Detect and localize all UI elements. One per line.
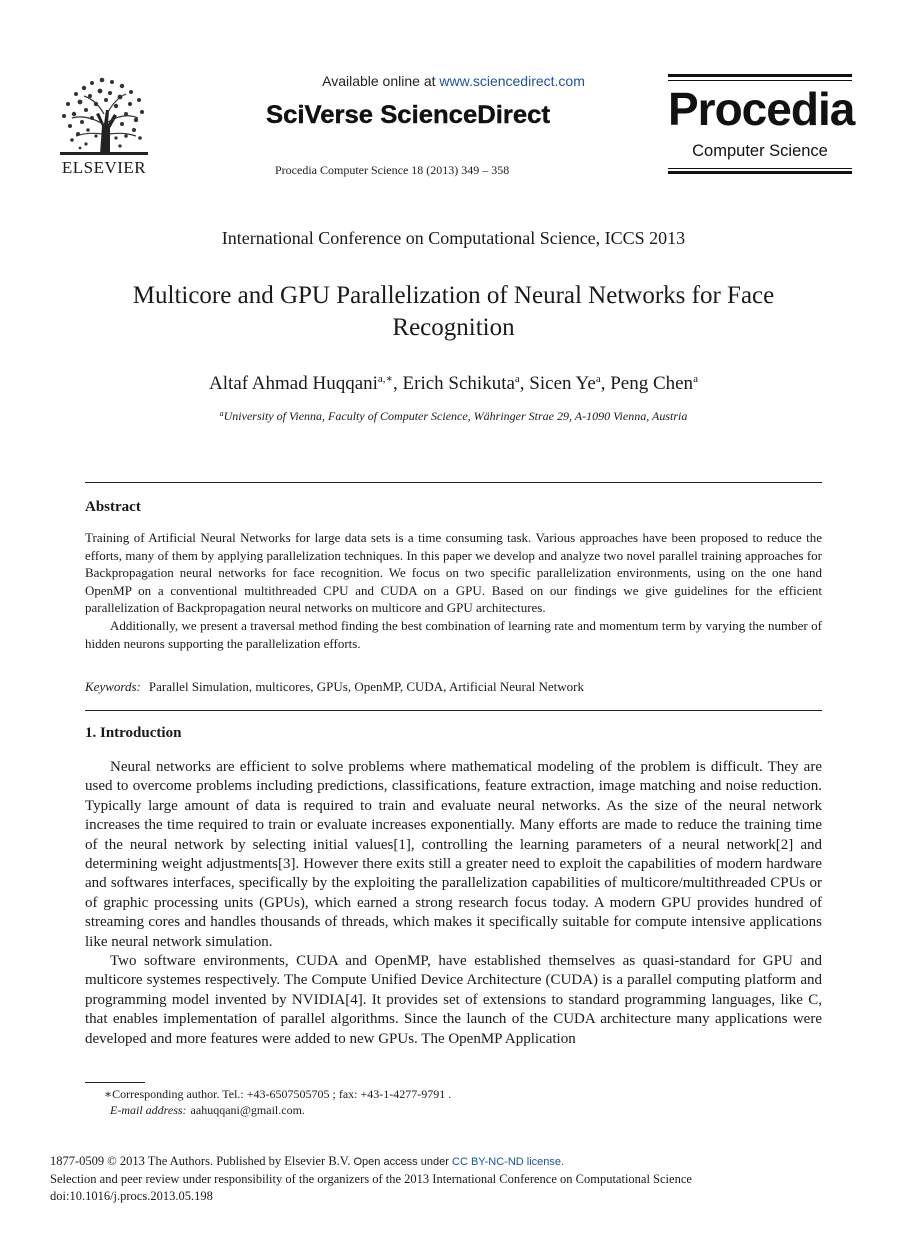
page-footer <box>50 1153 850 1205</box>
affiliation <box>0 409 907 424</box>
footnote-email <box>110 1103 305 1118</box>
author-separator: , <box>600 373 611 394</box>
author-affil-mark: a <box>693 373 698 385</box>
title-line-1: Multicore and GPU Parallelization of Neural Networks for Face <box>132 282 775 309</box>
logo-rule-bottom-thin <box>668 168 852 169</box>
author-name: Sicen Ye <box>529 373 596 394</box>
author-affil-mark: a <box>514 373 520 385</box>
keywords <box>85 679 822 695</box>
abstract-paragraph: Additionally, we present a traversal method finding the best combination of learning rate and momentum term by varying the number of hidden neurons supporting the parallelization efforts. <box>85 617 822 651</box>
body-paragraph: Two software environments, CUDA and OpenMP, have established themselves as quasi-standard for GPU and multicore systemes respectively. The Compute Unified Device Architecture (CUDA) is a parallel computing platform and programming model invented by NVIDIA[4]. It provides set of extensions to standard programming languages, like C, that enables implementation of parallel algorithms. Since the launch of the CUDA architecture many applications were developed and more features were added to new GPUs. The OpenMP Application <box>85 953 822 1047</box>
elsevier-logo <box>56 74 152 176</box>
logo-rule-top <box>668 74 852 77</box>
logo-rule-top-thin <box>668 80 852 81</box>
divider-bottom <box>85 710 822 711</box>
author-separator: , <box>393 373 403 394</box>
journal-citation: Procedia Computer Science 18 (2013) 349 – 358 <box>275 163 510 177</box>
body-paragraph: Neural networks are efficient to solve problems where mathematical modeling of the problem is difficult. They are used to overcome problems including predictions, classifications, feature extraction, image matching and noise reduction. Typically large amount of data is required to train and evaluate neural networks. As the size of the neural network increases the time required to train or evaluate increases exponentially. Many efforts are made to reduce the training time of the neural network by selecting initial values[1], controlling the learning parameters of a neural network[2] and determining weight adjustments[3]. However there exits still a greater need to exploit the capabilities of modern hardware and softwares interfaces, specifically by the exploiting the parallelization capabilities of multicore/multithreaded CPUs or of graphic processing units (GPUs), which earned a strong research focus today. A modern GPU provides hundred of streaming cores and handles thousands of threads, which makes it specifically suitable for compute intensive applications like neural network simulation. <box>85 759 822 950</box>
sciverse-sciencedirect-logo <box>263 97 553 133</box>
keywords-list: Parallel Simulation, multicores, GPUs, OpenMP, CUDA, Artificial Neural Network <box>148 679 584 694</box>
divider-top <box>85 482 822 483</box>
doi[interactable]: doi:10.1016/j.procs.2013.05.198 <box>50 1189 213 1203</box>
logo-rule-bottom <box>668 171 852 174</box>
author-name: Altaf Ahmad Huqqani <box>209 373 378 394</box>
open-access-label: Open access under <box>353 1156 449 1168</box>
peer-review-statement: Selection and peer review under responsibility of the organizers of the 2013 International Conference on Computational Science <box>50 1172 692 1186</box>
available-prefix: Available online at <box>322 73 440 89</box>
paper-title <box>80 280 827 344</box>
procedia-subtitle: Computer Science <box>692 142 828 160</box>
introduction-body <box>85 758 822 1049</box>
procedia-wordmark: Procedia <box>668 83 855 135</box>
abstract-heading: Abstract <box>85 499 141 515</box>
author-list <box>0 372 907 395</box>
title-line-2: Recognition <box>392 314 515 341</box>
sciencedirect-link[interactable]: www.sciencedirect.com <box>439 73 585 89</box>
footnote-rule <box>85 1082 145 1083</box>
conference-name: International Conference on Computational Science, ICCS 2013 <box>221 228 686 248</box>
platform-name: SciVerse ScienceDirect <box>266 101 551 129</box>
affiliation-text: University of Vienna, Faculty of Computer Science, Währinger Strae 29, A-1090 Vienna, Austria <box>223 409 688 423</box>
keywords-label: Keywords: <box>85 679 141 694</box>
email-address[interactable]: aahuqqani@gmail.com. <box>190 1103 305 1117</box>
abstract-paragraph: Training of Artificial Neural Networks for large data sets is a time consuming task. Various approaches have been proposed to reduce the efforts, many of them by applying parallelization techniques. In this paper we develop and analyze two novel parallel training approaches for Backpropagation neural networks for face recognition. We focus on two specific parallelization environments, using on the one hand OpenMP on a conventional multithreaded CPU and CUDA on a GPU. Based on our findings we give guidelines for the efficient parallelization of Backpropagation neural networks on multicore and GPU architectures. <box>85 530 822 616</box>
license-link[interactable]: CC BY-NC-ND license. <box>452 1156 565 1168</box>
issn-copyright: 1877-0509 © 2013 The Authors. Published by Elsevier B.V. <box>50 1154 351 1168</box>
affiliation-mark: a <box>219 409 224 418</box>
author-affil-mark: a,∗ <box>377 373 394 385</box>
procedia-logo <box>668 74 855 174</box>
author-name: Peng Chen <box>610 373 694 394</box>
author-affil-mark: a <box>595 373 601 385</box>
author-name: Erich Schikuta <box>402 373 515 394</box>
footnote-corresponding-author: ∗Corresponding author. Tel.: +43-6507505705 ; fax: +43-1-4277-9791 . <box>104 1087 452 1101</box>
author-separator: , <box>519 373 530 394</box>
footer-copyright-line <box>50 1153 850 1171</box>
elsevier-wordmark: ELSEVIER <box>61 158 147 177</box>
email-label: E-mail address: <box>110 1103 187 1117</box>
section-heading-introduction: 1. Introduction <box>85 725 182 741</box>
abstract-body <box>85 529 822 652</box>
